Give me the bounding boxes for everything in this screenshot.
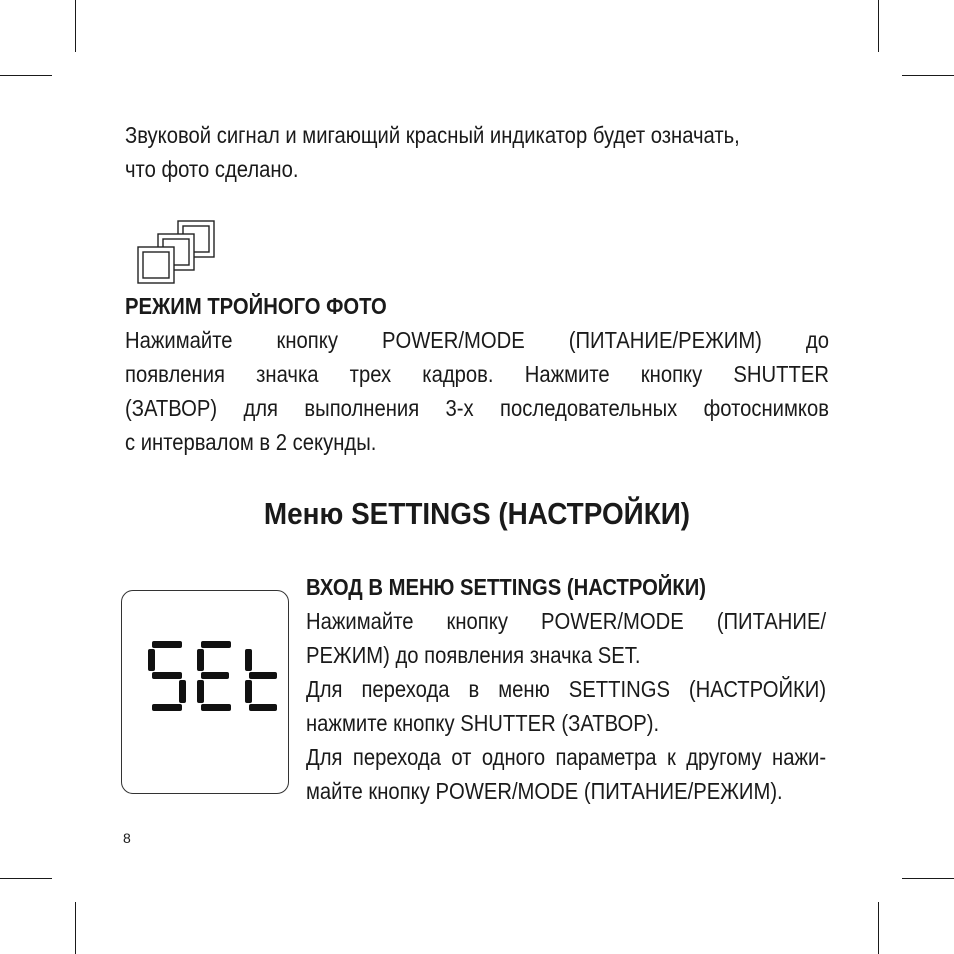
- enter-settings-section: [306, 570, 826, 808]
- settings-menu-title: Меню SETTINGS (НАСТРОЙКИ): [263, 496, 691, 531]
- crop-mark: [878, 902, 879, 954]
- triple-photo-line: появления значка трех кадров. Нажмите кнопку SHUTTER: [125, 361, 829, 387]
- page-number: 8: [123, 830, 131, 846]
- triple-frame-icon: [136, 218, 218, 286]
- enter-settings-line: Для перехода в меню SETTINGS (НАСТРОЙКИ): [306, 676, 827, 702]
- crop-mark: [0, 878, 52, 879]
- crop-mark: [902, 878, 954, 879]
- intro-line: что фото сделано.: [125, 156, 299, 182]
- crop-mark: [75, 0, 76, 52]
- intro-line: Звуковой сигнал и мигающий красный индикатор будет означать,: [125, 122, 740, 148]
- triple-photo-line: (ЗАТВОР) для выполнения 3-х последовательных фотоснимков: [125, 395, 829, 421]
- enter-settings-line: майте кнопку POWER/MODE (ПИТАНИЕ/РЕЖИМ).: [306, 778, 783, 804]
- enter-settings-line: нажмите кнопку SHUTTER (ЗАТВОР).: [306, 710, 660, 736]
- triple-photo-heading: РЕЖИМ ТРОЙНОГО ФОТО: [125, 293, 387, 319]
- enter-settings-heading: ВХОД В МЕНЮ SETTINGS (НАСТРОЙКИ): [306, 574, 707, 600]
- enter-settings-line: Для перехода от одного параметра к другому нажи-: [306, 744, 827, 770]
- enter-settings-line: Нажимайте кнопку POWER/MODE (ПИТАНИЕ/: [306, 608, 827, 634]
- triple-photo-section: [125, 289, 829, 459]
- intro-paragraph: [125, 118, 829, 186]
- lcd-display: [121, 590, 289, 794]
- crop-mark: [0, 75, 52, 76]
- crop-mark: [878, 0, 879, 52]
- crop-mark: [902, 75, 954, 76]
- set-display-icon: [122, 591, 290, 795]
- triple-photo-line: Нажимайте кнопку POWER/MODE (ПИТАНИЕ/РЕЖИМ) до: [125, 327, 829, 353]
- crop-mark: [75, 902, 76, 954]
- triple-photo-line: с интервалом в 2 секунды.: [125, 429, 377, 455]
- enter-settings-line: РЕЖИМ) до появления значка SET.: [306, 642, 641, 668]
